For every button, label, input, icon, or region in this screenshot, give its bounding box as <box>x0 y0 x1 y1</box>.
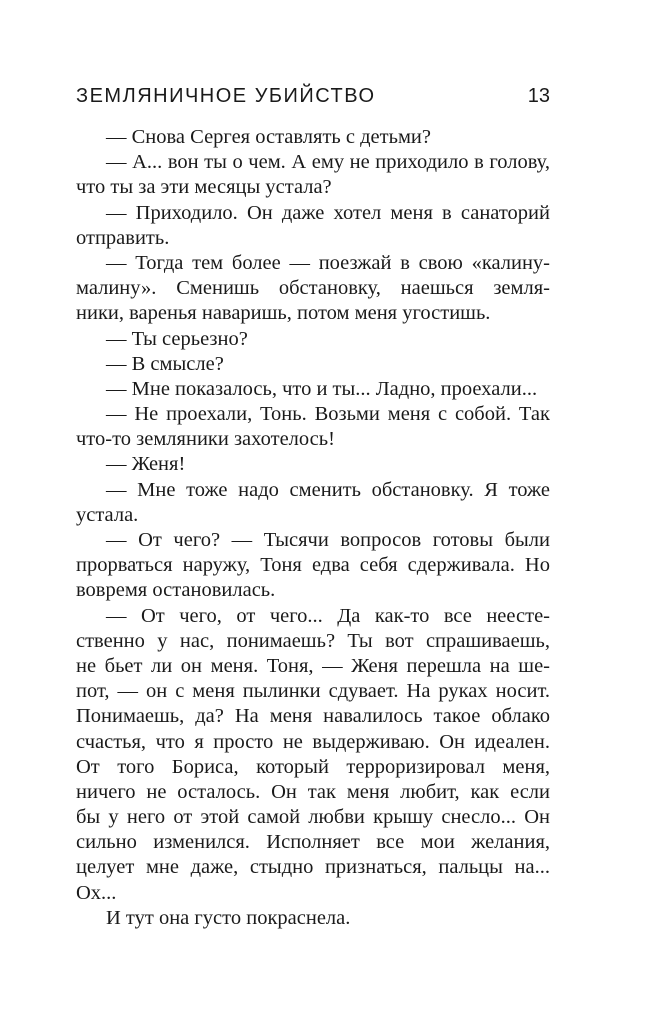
running-title: ЗЕМЛЯНИЧНОЕ УБИЙСТВО <box>76 85 376 107</box>
text-line: сильно изменился. Исполняет все мои желания, <box>76 831 550 854</box>
page-number: 13 <box>527 85 550 107</box>
text-line: — Приходило. Он даже хотел меня в санаторий <box>106 201 550 224</box>
text-line: отправить. <box>76 226 170 249</box>
text-line: Ох... <box>76 881 117 904</box>
text-line: Понимаешь, да? На меня навалилось такое облако <box>76 705 550 728</box>
text-line: — А... вон ты о чем. А ему не приходило в голову, <box>106 151 550 174</box>
text-line: пот, — он с меня пылинки сдувает. На руках носит. <box>76 680 550 703</box>
text-line: бы у него от этой самой любви крышу снесло... Он <box>76 806 550 829</box>
text-line: — От чего, от чего... Да как-то все неесте- <box>106 604 550 627</box>
text-line: прорваться наружу, Тоня едва себя сдерживала. Но <box>76 554 550 577</box>
text-line: ственно у нас, понимаешь? Ты вот спрашиваешь, <box>76 629 550 652</box>
text-line: — Снова Сергея оставлять с детьми? <box>106 126 431 148</box>
text-line: — Мне тоже надо сменить обстановку. Я тоже <box>106 478 550 501</box>
text-line: И тут она густо покраснела. <box>106 906 351 929</box>
text-line: — Тогда тем более — поезжай в свою «калину- <box>106 251 550 274</box>
text-line: что ты за эти месяцы устала? <box>76 176 332 199</box>
text-line: — Ты серьезно? <box>106 327 248 350</box>
text-line: устала. <box>76 503 139 526</box>
text-line: вовремя остановилась. <box>76 579 276 602</box>
text-line: ничего не осталось. Он так меня любит, как если <box>76 780 550 803</box>
text-line: — Не проехали, Тонь. Возьми меня с собой. Так <box>106 403 550 426</box>
text-line: ники, варенья наваришь, потом меня угостишь. <box>76 302 491 325</box>
text-line: счастья, что я просто не выдерживаю. Он идеален. <box>76 730 550 753</box>
text-line: не бьет ли он меня. Тоня, — Женя перешла на ше- <box>76 654 550 677</box>
text-line: — От чего? — Тысячи вопросов готовы были <box>106 529 550 551</box>
text-line: От того Бориса, который терроризировал меня, <box>76 755 550 778</box>
text-line: — Мне показалось, что и ты... Ладно, проехали... <box>106 377 538 400</box>
text-line: малину». Сменишь обстановку, наешься земля- <box>76 277 550 300</box>
text-line: — Женя! <box>106 453 186 476</box>
text-line: — В смысле? <box>106 352 224 375</box>
text-line: целует мне даже, стыдно признаться, пальцы на... <box>76 856 550 879</box>
body-text <box>76 125 550 931</box>
text-line: что-то земляники захотелось! <box>76 428 335 451</box>
